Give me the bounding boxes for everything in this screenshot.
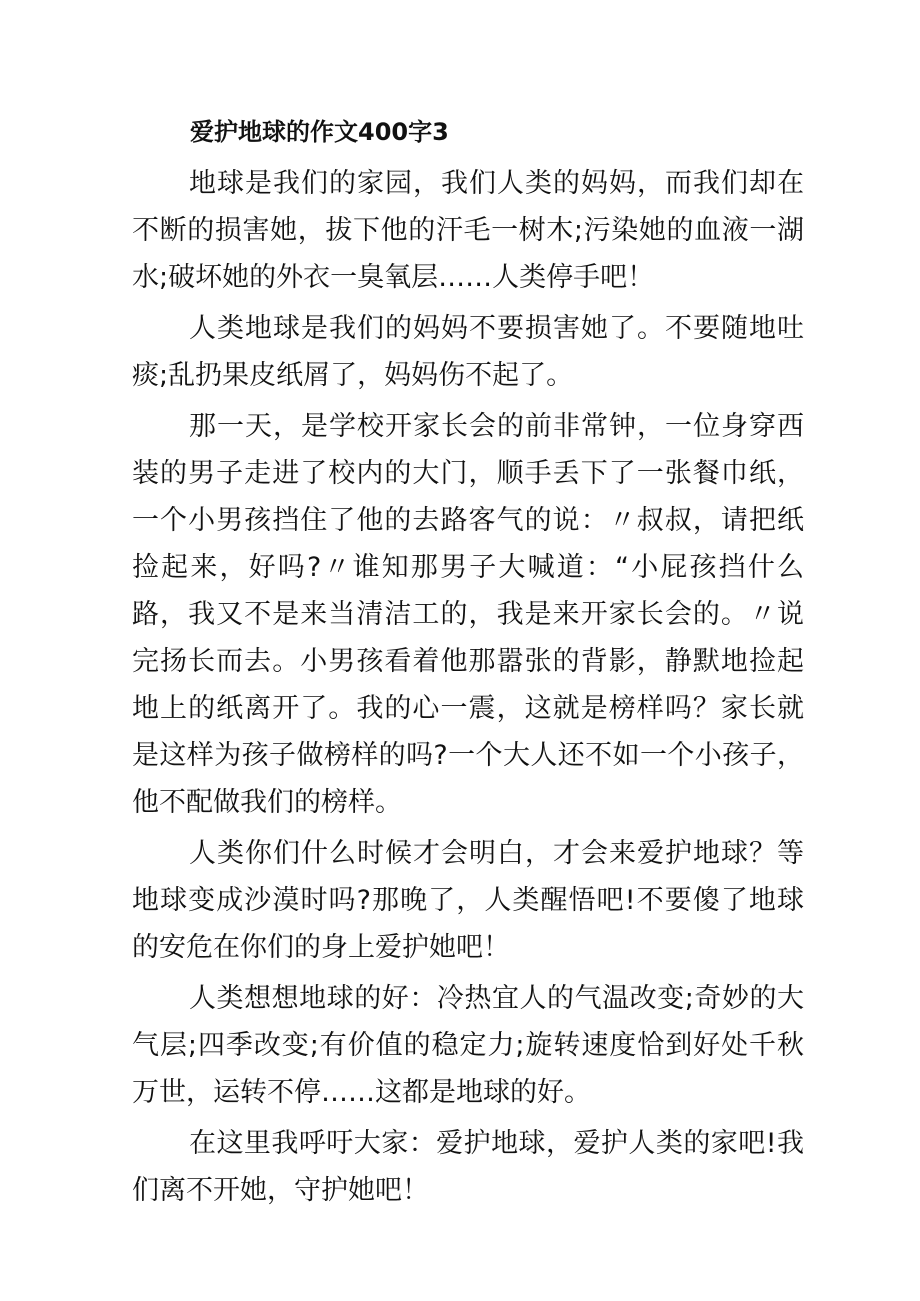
essay-title: 爱护地球的作文400字3: [190, 118, 449, 146]
paragraph-2: 人类地球是我们的妈妈不要损害她了。不要随地吐痰;乱扔果皮纸屑了，妈妈伤不起了。: [132, 313, 804, 391]
paragraph-6: 在这里我呼吁大家：爱护地球，爱护人类的家吧!我们离不开她，守护她吧！: [132, 1128, 804, 1206]
paragraph-3: 那一天，是学校开家长会的前非常钟，一位身穿西装的男子走进了校内的大门，顺手丢下了一张餐巾纸，一个小男孩挡住了他的去路客气的说：〃叔叔，请把纸捡起来，好吗?〃谁知那男子大喊道：“小屁孩挡什么路，我又不是来当清洁工的，我是来开家长会的。〃说完扬长而去。小男孩看着他那嚣张的背影，静默地捡起地上的纸离开了。我的心一震，这就是榜样吗？家长就是这样为孩子做榜样的吗?一个大人还不如一个小孩子，他不配做我们的榜样。: [132, 411, 804, 818]
paragraph-5: 人类想想地球的好：冷热宜人的气温改变;奇妙的大气层;四季改变;有价值的稳定力;旋转速度恰到好处千秋万世，运转不停……这都是地球的好。: [132, 983, 804, 1108]
paragraph-4: 人类你们什么时候才会明白，才会来爱护地球？等地球变成沙漠时吗?那晚了，人类醒悟吧!不要傻了地球的安危在你们的身上爱护她吧！: [132, 838, 804, 963]
paragraph-1: 地球是我们的家园，我们人类的妈妈，而我们却在不断的损害她，拔下他的汗毛一树木;污染她的血液一湖水;破坏她的外衣一臭氧层……人类停手吧！: [132, 168, 804, 293]
essay-body: [132, 160, 804, 1218]
